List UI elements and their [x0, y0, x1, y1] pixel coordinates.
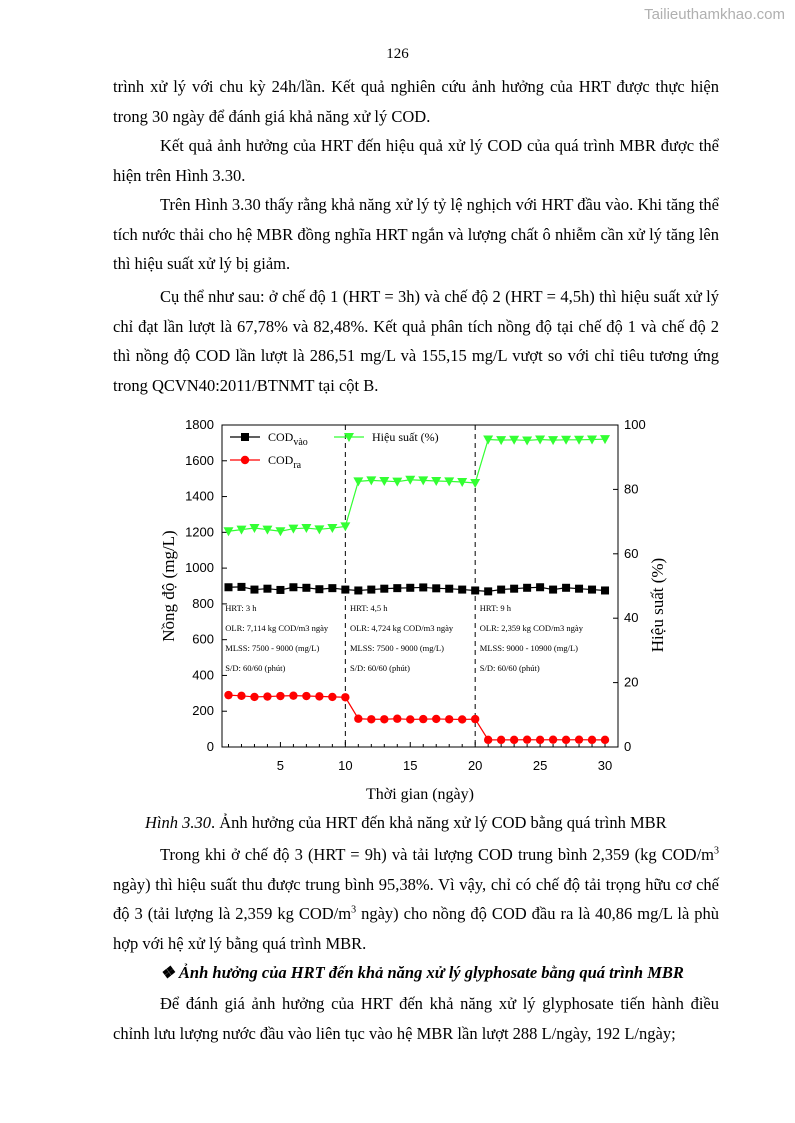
section-heading: ❖ Ảnh hưởng của HRT đến khả năng xử lý glyphosate bằng quá trình MBR [160, 963, 684, 982]
y-left-tick-label: 200 [192, 703, 214, 719]
watermark: Tailieuthamkhao.com [644, 6, 785, 23]
data-point-0 [458, 586, 466, 594]
data-point-0 [601, 586, 609, 594]
data-point-1 [328, 693, 336, 701]
y-left-tick-label: 1600 [185, 452, 214, 468]
data-point-0 [302, 584, 310, 592]
y-left-tick-label: 1400 [185, 488, 214, 504]
x-tick-label: 15 [403, 758, 418, 773]
superscript-3b: 3 [351, 904, 357, 916]
y-right-tick-label: 80 [624, 481, 639, 497]
data-point-1 [458, 715, 466, 723]
data-point-0 [471, 586, 479, 594]
x-tick-label: 20 [467, 758, 483, 773]
data-point-0 [328, 584, 336, 592]
data-point-0 [393, 584, 401, 592]
data-point-1 [354, 715, 362, 723]
data-point-0 [523, 584, 531, 592]
legend-marker [241, 456, 249, 464]
data-point-0 [263, 585, 271, 593]
data-point-1 [523, 735, 531, 743]
legend-label: Hiệu suất (%) [372, 430, 439, 444]
figure-caption [145, 813, 667, 833]
data-point-1 [536, 736, 544, 744]
data-point-1 [315, 692, 323, 700]
y-left-tick-label: 400 [192, 667, 214, 683]
x-tick-label: 10 [338, 758, 353, 773]
data-point-1 [497, 736, 505, 744]
data-point-0 [237, 583, 245, 591]
data-point-1 [276, 692, 284, 700]
data-point-1 [432, 715, 440, 723]
y-right-tick-label: 60 [624, 545, 639, 561]
regime-annotation: MLSS: 9000 - 10900 (mg/L) [479, 643, 579, 654]
series-line-0 [228, 587, 605, 591]
data-point-0 [419, 583, 427, 591]
data-point-2 [353, 477, 363, 486]
y-left-tick-label: 600 [192, 631, 214, 647]
regime-annotation: HRT: 4,5 h [349, 603, 388, 614]
paragraph-5 [113, 840, 719, 958]
data-point-0 [289, 583, 297, 591]
caption-label: Hình 3.30 [145, 813, 211, 832]
y-right-tick-label: 20 [624, 674, 639, 690]
y-right-axis-label [648, 555, 668, 655]
data-point-1 [549, 735, 557, 743]
superscript-3: 3 [714, 845, 719, 857]
legend-label: $COD_{ra}$ [268, 453, 302, 471]
data-point-1 [575, 735, 583, 743]
data-point-0 [510, 585, 518, 593]
y-right-tick-label: 100 [624, 417, 646, 432]
paragraph-5c: ngày) cho nồng độ COD đầu ra là 40,86 mg/L là phù hợp với hệ xử lý bằng quá trình MBR. [113, 904, 719, 953]
data-point-0 [432, 584, 440, 592]
data-point-1 [380, 715, 388, 723]
data-point-0 [406, 584, 414, 592]
data-point-2 [470, 479, 480, 488]
data-point-1 [510, 736, 518, 744]
data-point-0 [497, 586, 505, 594]
regime-annotation: MLSS: 7500 - 9000 (mg/L) [349, 643, 444, 654]
data-point-1 [263, 692, 271, 700]
y-right-axis-label-box [648, 555, 668, 655]
data-point-1 [341, 693, 349, 701]
paragraph-1: trình xử lý với chu kỳ 24h/lần. Kết quả nghiên cứu ảnh hưởng của HRT được thực hiện trong 30 ngày để đánh giá khả năng xử lý COD. [113, 77, 719, 126]
y-left-tick-label: 1200 [185, 524, 214, 540]
data-point-0 [315, 585, 323, 593]
data-point-1 [484, 736, 492, 744]
data-point-1 [601, 736, 609, 744]
data-point-2 [223, 527, 233, 536]
data-point-1 [237, 692, 245, 700]
data-point-1 [224, 691, 232, 699]
data-point-0 [445, 585, 453, 593]
y-left-tick-label: 1000 [185, 560, 214, 576]
regime-annotation: S/D: 60/60 (phút) [225, 663, 286, 674]
paragraph-5b: ngày) thì hiệu suất thu được trung bình 95,38%. Vì vậy, chỉ có chế độ tải trọng hữu cơ chế độ 3 (tải lượng là 2,359 kg COD/m [113, 874, 719, 923]
regime-annotation: HRT: 3 h [225, 603, 257, 614]
paragraph-5a: Trong khi ở chế độ 3 (HRT = 9h) và tải lượng COD trung bình 2,359 (kg COD/m [160, 845, 714, 864]
data-point-0 [224, 583, 232, 591]
data-point-1 [289, 691, 297, 699]
x-axis-label: Thời gian (ngày) [366, 786, 474, 803]
data-point-0 [484, 587, 492, 595]
paragraph-3: Trên Hình 3.30 thấy rằng khả năng xử lý tỷ lệ nghịch với HRT đầu vào. Khi tăng thể tích nước thải cho hệ MBR đồng nghĩa HRT ngắn và lượng chất ô nhiễm cần xử lý tăng lên thì hiệu suất xử lý bị giảm. [113, 195, 719, 273]
data-point-2 [275, 527, 285, 536]
data-point-0 [562, 584, 570, 592]
y-left-tick-label: 1800 [185, 417, 214, 432]
data-point-1 [393, 715, 401, 723]
series-line-1 [228, 695, 605, 740]
paragraph-2: Kết quả ảnh hưởng của HRT đến hiệu quả xử lý COD của quá trình MBR được thể hiện trên Hình 3.30. [113, 136, 719, 185]
data-point-2 [314, 525, 324, 534]
paragraph-4: Cụ thể như sau: ở chế độ 1 (HRT = 3h) và chế độ 2 (HRT = 4,5h) thì hiệu suất xử lý chỉ đạt lần lượt là 67,78% và 82,48%. Kết quả phân tích nồng độ tại chế độ 1 và chế độ 2 thì nồng độ COD lần lượt là 286,51 mg/L và 155,15 mg/L vượt so với chỉ tiêu tương ứng trong QCVN40:2011/BTNMT tại cột B. [113, 287, 719, 395]
data-point-1 [471, 715, 479, 723]
data-point-0 [276, 586, 284, 594]
y-right-tick-label: 40 [624, 610, 639, 626]
x-tick-label: 25 [532, 758, 548, 773]
data-point-1 [588, 736, 596, 744]
data-point-1 [406, 715, 414, 723]
data-point-1 [367, 715, 375, 723]
data-point-2 [392, 478, 402, 487]
regime-annotation: OLR: 2,359 kg COD/m3 ngày [479, 623, 583, 634]
data-point-2 [522, 436, 532, 445]
x-tick-label: 5 [276, 758, 285, 773]
data-point-0 [367, 586, 375, 594]
caption-text: . Ảnh hưởng của HRT đến khả năng xử lý COD bằng quá trình MBR [211, 813, 667, 832]
x-tick-label: 30 [597, 758, 613, 773]
data-point-0 [354, 586, 362, 594]
page-number: 126 [386, 46, 409, 62]
y-right-tick-label: 0 [624, 739, 632, 754]
y-left-axis-label: Nồng độ (mg/L) [159, 530, 178, 642]
cod-chart [150, 410, 646, 805]
data-point-0 [250, 586, 258, 594]
data-point-1 [445, 715, 453, 723]
data-point-1 [302, 692, 310, 700]
y-left-tick-label: 800 [192, 595, 214, 611]
data-point-0 [588, 586, 596, 594]
regime-annotation: S/D: 60/60 (phút) [349, 663, 410, 674]
data-point-0 [341, 586, 349, 594]
regime-annotation: MLSS: 7500 - 9000 (mg/L) [225, 643, 320, 654]
regime-annotation: OLR: 7,114 kg COD/m3 ngày [225, 623, 329, 634]
y-right-axis-label-text: Hiệu suất (%) [648, 557, 667, 653]
y-left-tick-label: 0 [206, 739, 214, 754]
data-point-0 [380, 585, 388, 593]
regime-annotation: HRT: 9 h [479, 603, 511, 614]
legend-marker [241, 433, 249, 441]
legend-label: $COD_{vào}$ [268, 430, 308, 448]
data-point-1 [250, 693, 258, 701]
regime-annotation: OLR: 4,724 kg COD/m3 ngày [349, 623, 454, 634]
data-point-0 [575, 585, 583, 593]
data-point-1 [562, 736, 570, 744]
data-point-0 [549, 586, 557, 594]
data-point-0 [536, 583, 544, 591]
paragraph-6: Để đánh giá ảnh hưởng của HRT đến khả năng xử lý glyphosate tiến hành điều chỉnh lưu lượng nước đầu vào liên tục vào hệ MBR lần lượt 288 L/ngày, 192 L/ngày; [113, 994, 719, 1043]
data-point-1 [419, 715, 427, 723]
regime-annotation: S/D: 60/60 (phút) [479, 663, 540, 674]
